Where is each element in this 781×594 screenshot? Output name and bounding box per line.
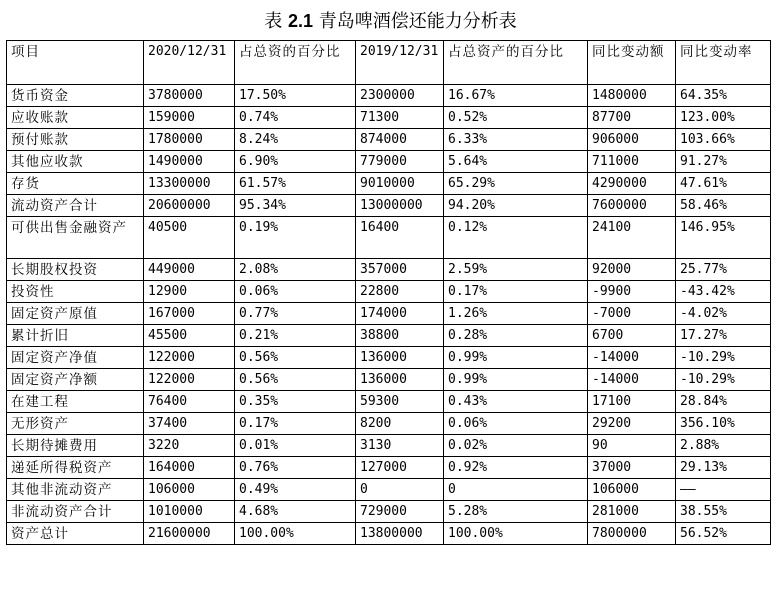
cell-2019: 13800000 [356, 523, 444, 545]
cell-2020-share: 4.68% [235, 501, 356, 523]
cell-2020-share: 0.56% [235, 347, 356, 369]
cell-2020: 159000 [144, 107, 235, 129]
cell-2019: 136000 [356, 369, 444, 391]
cell-item: 固定资产原值 [7, 303, 144, 325]
cell-yoy-rate: -10.29% [676, 347, 771, 369]
table-row [7, 523, 771, 545]
cell-yoy-rate: 58.46% [676, 195, 771, 217]
caption-prefix: 表 [264, 11, 283, 32]
cell-2020-share: 0.77% [235, 303, 356, 325]
table-row [7, 173, 771, 195]
cell-2020-share: 95.34% [235, 195, 356, 217]
cell-2019-share: 6.33% [444, 129, 588, 151]
header-2020-share: 占总资的百分比 [235, 41, 356, 85]
cell-yoy-rate: 356.10% [676, 413, 771, 435]
cell-2020: 21600000 [144, 523, 235, 545]
cell-item: 递延所得税资产 [7, 457, 144, 479]
cell-yoy-change: -14000 [588, 347, 676, 369]
cell-2019-share: 0.99% [444, 347, 588, 369]
cell-yoy-change: 29200 [588, 413, 676, 435]
cell-yoy-change: 281000 [588, 501, 676, 523]
cell-2019-share: 0.17% [444, 281, 588, 303]
table-row [7, 151, 771, 173]
header-2019-share: 占总资产的百分比 [444, 41, 588, 85]
cell-yoy-change: 7600000 [588, 195, 676, 217]
table-row [7, 369, 771, 391]
cell-yoy-change: -7000 [588, 303, 676, 325]
cell-2020-share: 2.08% [235, 259, 356, 281]
cell-2019: 22800 [356, 281, 444, 303]
cell-yoy-rate: 17.27% [676, 325, 771, 347]
table-row [7, 259, 771, 281]
cell-item: 存货 [7, 173, 144, 195]
cell-2019: 779000 [356, 151, 444, 173]
cell-yoy-rate: -10.29% [676, 369, 771, 391]
cell-item: 流动资产合计 [7, 195, 144, 217]
solvency-analysis-table [6, 40, 771, 545]
cell-yoy-rate: 2.88% [676, 435, 771, 457]
cell-2020-share: 0.19% [235, 217, 356, 259]
caption-title: 青岛啤酒偿还能力分析表 [318, 11, 517, 32]
cell-item: 长期待摊费用 [7, 435, 144, 457]
table-row [7, 85, 771, 107]
cell-yoy-rate: —— [676, 479, 771, 501]
table-row [7, 195, 771, 217]
cell-yoy-change: 17100 [588, 391, 676, 413]
cell-2020: 122000 [144, 347, 235, 369]
cell-item: 长期股权投资 [7, 259, 144, 281]
cell-item: 非流动资产合计 [7, 501, 144, 523]
cell-2020: 164000 [144, 457, 235, 479]
cell-yoy-rate: 91.27% [676, 151, 771, 173]
cell-2019: 357000 [356, 259, 444, 281]
cell-2019-share: 5.28% [444, 501, 588, 523]
cell-yoy-rate: 146.95% [676, 217, 771, 259]
table-row [7, 413, 771, 435]
cell-2019-share: 0 [444, 479, 588, 501]
cell-yoy-rate: 64.35% [676, 85, 771, 107]
cell-2019: 3130 [356, 435, 444, 457]
cell-2020-share: 0.01% [235, 435, 356, 457]
cell-2019: 874000 [356, 129, 444, 151]
cell-2019-share: 0.06% [444, 413, 588, 435]
header-2020: 2020/12/31 [144, 41, 235, 85]
cell-2019: 174000 [356, 303, 444, 325]
cell-2019: 59300 [356, 391, 444, 413]
cell-item: 投资性 [7, 281, 144, 303]
table-row [7, 129, 771, 151]
cell-2020: 106000 [144, 479, 235, 501]
cell-yoy-rate: 28.84% [676, 391, 771, 413]
table-row [7, 457, 771, 479]
cell-yoy-change: 4290000 [588, 173, 676, 195]
table-row [7, 107, 771, 129]
caption-number: 2.1 [287, 11, 314, 31]
cell-item: 资产总计 [7, 523, 144, 545]
cell-2020: 20600000 [144, 195, 235, 217]
header-yoy-change: 同比变动额 [588, 41, 676, 85]
cell-2019-share: 0.12% [444, 217, 588, 259]
cell-2019-share: 0.28% [444, 325, 588, 347]
cell-2019-share: 0.02% [444, 435, 588, 457]
cell-item: 固定资产净值 [7, 347, 144, 369]
cell-item: 预付账款 [7, 129, 144, 151]
header-2019: 2019/12/31 [356, 41, 444, 85]
cell-2020-share: 0.74% [235, 107, 356, 129]
cell-2019-share: 5.64% [444, 151, 588, 173]
cell-yoy-rate: -4.02% [676, 303, 771, 325]
cell-2020: 12900 [144, 281, 235, 303]
header-item: 项目 [7, 41, 144, 85]
cell-2019-share: 100.00% [444, 523, 588, 545]
cell-yoy-rate: 56.52% [676, 523, 771, 545]
cell-yoy-change: 90 [588, 435, 676, 457]
cell-yoy-change: 92000 [588, 259, 676, 281]
cell-item: 固定资产净额 [7, 369, 144, 391]
cell-yoy-rate: 29.13% [676, 457, 771, 479]
table-caption [0, 9, 781, 34]
cell-2019: 2300000 [356, 85, 444, 107]
cell-2019: 16400 [356, 217, 444, 259]
cell-2019: 9010000 [356, 173, 444, 195]
cell-2019: 71300 [356, 107, 444, 129]
cell-2019-share: 65.29% [444, 173, 588, 195]
cell-item: 在建工程 [7, 391, 144, 413]
cell-yoy-rate: 38.55% [676, 501, 771, 523]
cell-2020: 76400 [144, 391, 235, 413]
cell-2020: 167000 [144, 303, 235, 325]
table-row [7, 217, 771, 259]
cell-2019-share: 16.67% [444, 85, 588, 107]
table-row [7, 325, 771, 347]
table-row [7, 391, 771, 413]
cell-yoy-change: 6700 [588, 325, 676, 347]
cell-2020: 40500 [144, 217, 235, 259]
cell-2019: 38800 [356, 325, 444, 347]
cell-2019-share: 0.99% [444, 369, 588, 391]
cell-yoy-rate: 25.77% [676, 259, 771, 281]
table-row [7, 435, 771, 457]
cell-2019: 8200 [356, 413, 444, 435]
cell-2020: 122000 [144, 369, 235, 391]
cell-item: 其他非流动资产 [7, 479, 144, 501]
table-row [7, 479, 771, 501]
cell-2020-share: 0.21% [235, 325, 356, 347]
cell-2020-share: 0.06% [235, 281, 356, 303]
cell-item: 可供出售金融资产 [7, 217, 144, 259]
cell-2020-share: 8.24% [235, 129, 356, 151]
cell-yoy-change: 24100 [588, 217, 676, 259]
cell-yoy-change: 106000 [588, 479, 676, 501]
cell-2020: 3220 [144, 435, 235, 457]
cell-item: 无形资产 [7, 413, 144, 435]
cell-2019: 13000000 [356, 195, 444, 217]
cell-2019: 127000 [356, 457, 444, 479]
cell-2020-share: 0.17% [235, 413, 356, 435]
cell-2019-share: 94.20% [444, 195, 588, 217]
cell-yoy-rate: 123.00% [676, 107, 771, 129]
cell-2019-share: 0.52% [444, 107, 588, 129]
cell-2020: 1010000 [144, 501, 235, 523]
cell-yoy-change: -14000 [588, 369, 676, 391]
cell-2020: 1490000 [144, 151, 235, 173]
cell-2020-share: 6.90% [235, 151, 356, 173]
cell-yoy-change: -9900 [588, 281, 676, 303]
cell-2019: 729000 [356, 501, 444, 523]
table-header-row [7, 41, 771, 85]
cell-2020-share: 17.50% [235, 85, 356, 107]
cell-2020-share: 61.57% [235, 173, 356, 195]
cell-yoy-change: 87700 [588, 107, 676, 129]
cell-2019: 136000 [356, 347, 444, 369]
cell-2020-share: 0.49% [235, 479, 356, 501]
table-row [7, 281, 771, 303]
cell-yoy-change: 906000 [588, 129, 676, 151]
cell-2019-share: 1.26% [444, 303, 588, 325]
cell-2020-share: 0.76% [235, 457, 356, 479]
cell-item: 应收账款 [7, 107, 144, 129]
cell-yoy-change: 37000 [588, 457, 676, 479]
table-row [7, 501, 771, 523]
header-yoy-rate: 同比变动率 [676, 41, 771, 85]
cell-2020-share: 100.00% [235, 523, 356, 545]
cell-2020: 449000 [144, 259, 235, 281]
cell-2019: 0 [356, 479, 444, 501]
cell-2019-share: 2.59% [444, 259, 588, 281]
cell-2020: 37400 [144, 413, 235, 435]
cell-yoy-change: 711000 [588, 151, 676, 173]
cell-item: 其他应收款 [7, 151, 144, 173]
cell-yoy-change: 7800000 [588, 523, 676, 545]
cell-2020: 1780000 [144, 129, 235, 151]
cell-yoy-rate: 47.61% [676, 173, 771, 195]
cell-yoy-rate: -43.42% [676, 281, 771, 303]
cell-2020: 45500 [144, 325, 235, 347]
cell-2019-share: 0.92% [444, 457, 588, 479]
cell-yoy-change: 1480000 [588, 85, 676, 107]
cell-item: 货币资金 [7, 85, 144, 107]
table-body [7, 85, 771, 545]
table-row [7, 303, 771, 325]
cell-yoy-rate: 103.66% [676, 129, 771, 151]
cell-2020-share: 0.56% [235, 369, 356, 391]
cell-2020-share: 0.35% [235, 391, 356, 413]
cell-2020: 13300000 [144, 173, 235, 195]
cell-item: 累计折旧 [7, 325, 144, 347]
cell-2020: 3780000 [144, 85, 235, 107]
table-row [7, 347, 771, 369]
cell-2019-share: 0.43% [444, 391, 588, 413]
